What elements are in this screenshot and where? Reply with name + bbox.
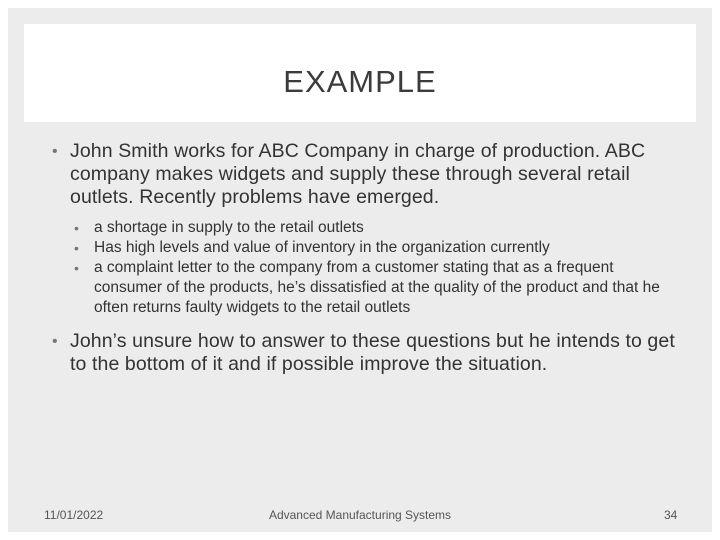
sub-bullet-list [74, 218, 682, 318]
bullet-marker: • [52, 143, 58, 160]
page-number: 34 [664, 508, 678, 522]
sub-bullet-item [74, 218, 682, 238]
sub-bullet-text: a shortage in supply to the retail outlets [94, 219, 364, 236]
footer-title: Advanced Manufacturing Systems [268, 508, 452, 522]
bullet-item [52, 140, 682, 209]
sub-bullet-marker: • [74, 220, 79, 236]
sub-bullet-marker: • [74, 260, 79, 276]
slide-title: EXAMPLE [283, 64, 437, 99]
sub-bullet-item [74, 238, 682, 258]
bullet-marker: • [52, 333, 58, 350]
sub-bullet-marker: • [74, 240, 79, 256]
title-box [24, 24, 696, 122]
bullet-item [52, 330, 682, 376]
bullet-text: John’s unsure how to answer to these questions but he intends to get to the bottom of it and if possible improve the situation. [70, 330, 675, 375]
bullet-text: John Smith works for ABC Company in charge of production. ABC company makes widgets and supply these through several retail outlets. Recently problems have emerged. [70, 140, 646, 208]
sub-bullet-text: a complaint letter to the company from a customer stating that as a frequent consumer of the products, he’s dissatisfied at the quality of the product and that he often returns faulty widgets to the retail outlets [94, 259, 660, 316]
slide-content [52, 140, 682, 385]
sub-bullet-text: Has high levels and value of inventory in the organization currently [94, 239, 550, 256]
sub-bullet-item [74, 258, 682, 318]
footer-date: 11/01/2022 [44, 508, 104, 522]
